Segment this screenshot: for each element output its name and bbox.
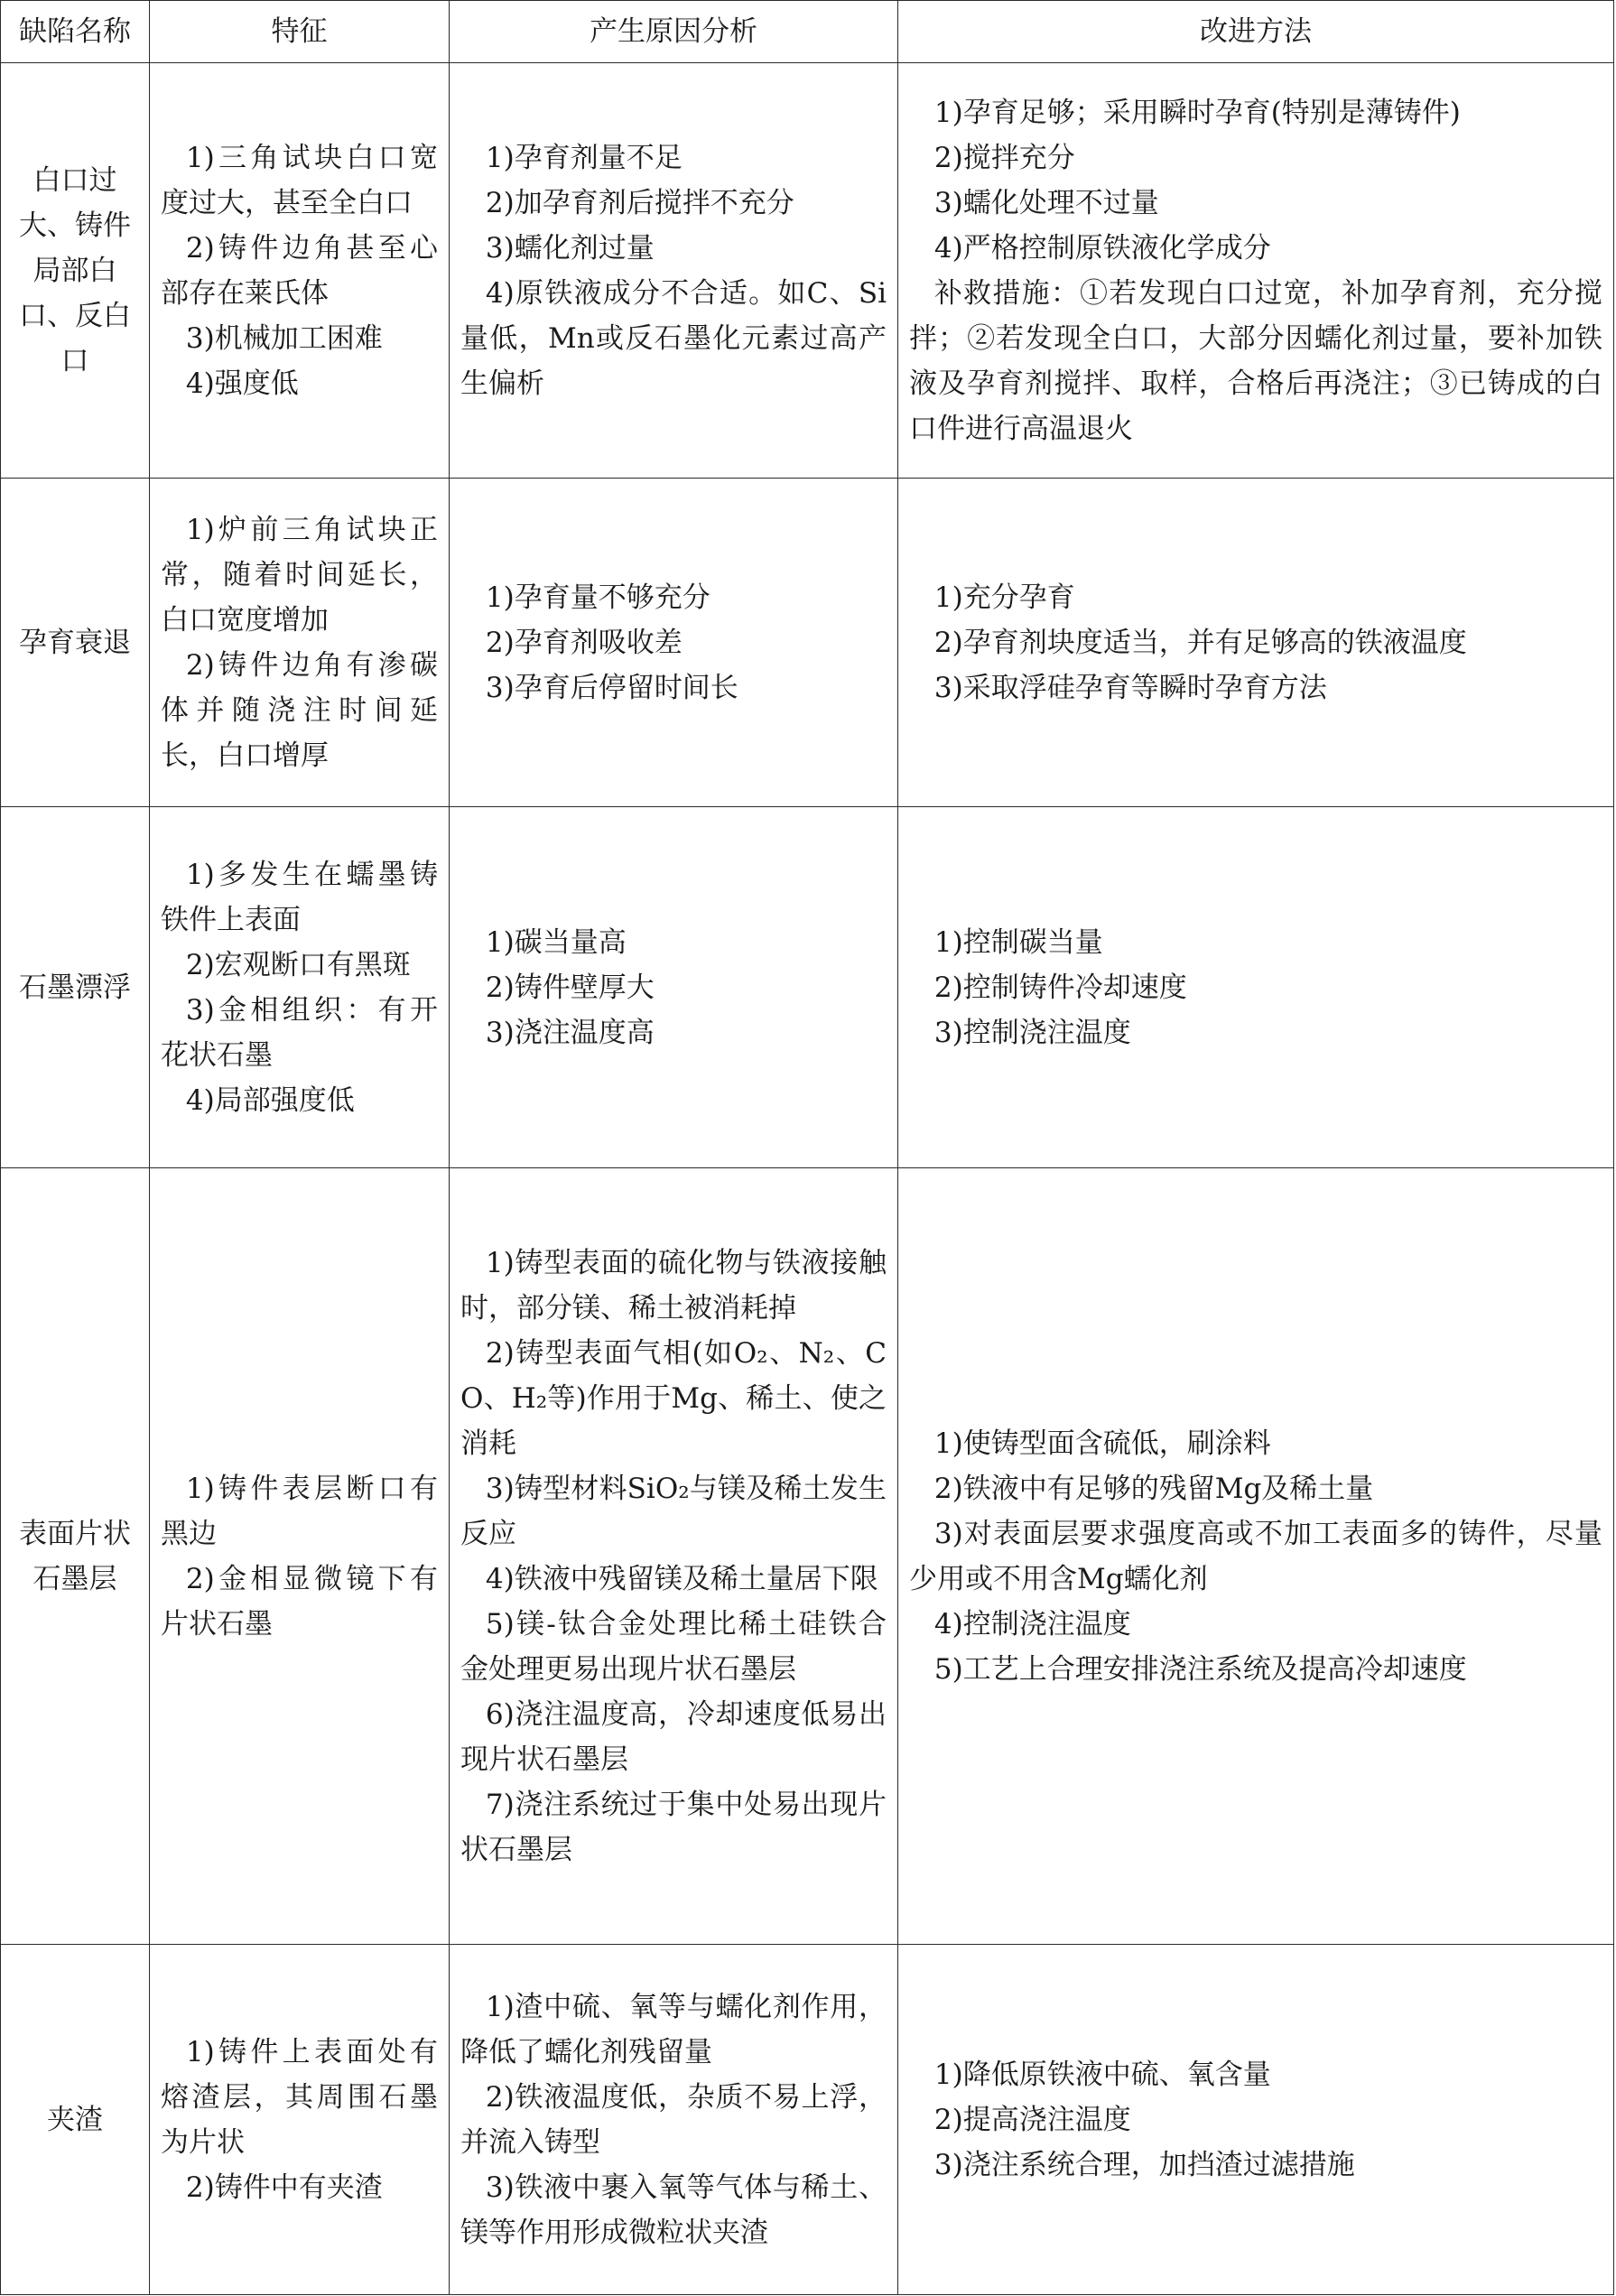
remedy-item: 补救措施：①若发现白口过宽，补加孕育剂，充分搅拌；②若发现全白口，大部分因蠕化剂过量，要补加铁液及孕育剂搅拌、取样，合格后再浇注；③已铸成的白口件进行高温退火 (909, 276, 1602, 445)
remedy-item: 3)控制浇注温度 (933, 1016, 1131, 1049)
remedies-cell (898, 63, 1614, 479)
defect-name-cell: 石墨漂浮 (1, 807, 150, 1168)
remedy-item: 2)搅拌充分 (933, 141, 1075, 174)
causes-cell (450, 807, 898, 1168)
features-cell (150, 1168, 450, 1945)
remedy-item: 5)工艺上合理安排浇注系统及提高冷却速度 (933, 1652, 1467, 1686)
feature-item: 2)宏观断口有黑斑 (185, 948, 411, 981)
remedies-cell (898, 1168, 1614, 1945)
features-cell (150, 479, 450, 807)
cause-item: 2)铁液温度低，杂质不易上浮，并流入铸型 (460, 2080, 887, 2159)
remedy-item: 1)孕育足够；采用瞬时孕育(特别是薄铸件) (933, 96, 1461, 129)
cause-item: 1)孕育剂量不足 (485, 141, 683, 174)
remedy-item: 1)降低原铁液中硫、氧含量 (933, 2058, 1271, 2091)
remedy-item: 2)铁液中有足够的残留Mg及稀土量 (933, 1472, 1374, 1505)
table-row (1, 479, 1614, 807)
remedy-item: 1)控制碳当量 (933, 925, 1103, 959)
header-remedies: 改进方法 (898, 1, 1614, 63)
cause-item: 2)铸型表面气相(如O₂、N₂、CO、H₂等)作用于Mg、稀土、使之消耗 (460, 1336, 887, 1460)
remedies-cell (898, 807, 1614, 1168)
cause-item: 2)铸件壁厚大 (485, 971, 655, 1004)
causes-cell (450, 1945, 898, 2295)
remedy-item: 3)蠕化处理不过量 (933, 186, 1159, 219)
feature-item: 4)局部强度低 (185, 1083, 355, 1117)
feature-item: 2)铸件边角有渗碳体并随浇注时间延长，白口增厚 (161, 648, 438, 772)
causes-cell (450, 1168, 898, 1945)
cause-item: 1)碳当量高 (485, 925, 627, 959)
feature-item: 2)铸件中有夹渣 (185, 2171, 383, 2204)
remedy-item: 3)浇注系统合理，加挡渣过滤措施 (933, 2148, 1355, 2181)
cause-item: 3)蠕化剂过量 (485, 231, 655, 265)
remedy-item: 4)严格控制原铁液化学成分 (933, 231, 1271, 265)
remedy-item: 1)充分孕育 (933, 581, 1075, 614)
feature-item: 2)金相显微镜下有片状石墨 (161, 1562, 438, 1641)
table-row (1, 807, 1614, 1168)
cause-item: 1)孕育量不够充分 (485, 581, 710, 614)
features-cell (150, 1945, 450, 2295)
remedies-cell (898, 1945, 1614, 2295)
remedy-item: 2)提高浇注温度 (933, 2103, 1131, 2136)
defect-name-cell: 白口过大、铸件局部白口、反白口 (1, 63, 150, 479)
remedy-item: 1)使铸型面含硫低，刷涂料 (933, 1427, 1271, 1460)
defect-name-cell: 夹渣 (1, 1945, 150, 2295)
feature-item: 1)炉前三角试块正常，随着时间延长，白口宽度增加 (161, 513, 438, 637)
features-cell (150, 63, 450, 479)
remedy-item: 3)对表面层要求强度高或不加工表面多的铸件，尽量少用或不用含Mg蠕化剂 (909, 1517, 1602, 1595)
cause-item: 3)铁液中裹入氧等气体与稀土、镁等作用形成微粒状夹渣 (460, 2171, 887, 2249)
causes-cell (450, 63, 898, 479)
cause-item: 4)原铁液成分不合适。如C、Si量低，Mn或反石墨化元素过高产生偏析 (460, 276, 887, 400)
table-row (1, 63, 1614, 479)
header-defect-name: 缺陷名称 (1, 1, 150, 63)
cause-item: 7)浇注系统过于集中处易出现片状石墨层 (460, 1788, 887, 1866)
cause-item: 3)浇注温度高 (485, 1016, 655, 1049)
cause-item: 2)加孕育剂后搅拌不充分 (485, 186, 794, 219)
cause-item: 4)铁液中残留镁及稀土量居下限 (485, 1562, 878, 1595)
feature-item: 1)多发生在蠕墨铸铁件上表面 (161, 858, 438, 936)
cause-item: 1)铸型表面的硫化物与铁液接触时，部分镁、稀土被消耗掉 (460, 1246, 887, 1325)
feature-item: 1)铸件上表面处有熔渣层，其周围石墨为片状 (161, 2035, 438, 2159)
feature-item: 1)三角试块白口宽度过大，甚至全白口 (161, 141, 438, 219)
feature-item: 4)强度低 (185, 367, 299, 400)
header-features: 特征 (150, 1, 450, 63)
features-cell (150, 807, 450, 1168)
remedy-item: 3)采取浮硅孕育等瞬时孕育方法 (933, 671, 1327, 704)
table-row (1, 1945, 1614, 2295)
remedy-item: 2)孕育剂块度适当，并有足够高的铁液温度 (933, 626, 1467, 659)
defect-name-cell: 孕育衰退 (1, 479, 150, 807)
cause-item: 6)浇注温度高，冷却速度低易出现片状石墨层 (460, 1697, 887, 1776)
causes-cell (450, 479, 898, 807)
remedy-item: 4)控制浇注温度 (933, 1607, 1131, 1641)
header-causes: 产生原因分析 (450, 1, 898, 63)
cause-item: 2)孕育剂吸收差 (485, 626, 683, 659)
defect-name-cell: 表面片状石墨层 (1, 1168, 150, 1945)
cause-item: 3)铸型材料SiO₂与镁及稀土发生反应 (460, 1472, 887, 1550)
cause-item: 3)孕育后停留时间长 (485, 671, 738, 704)
remedy-item: 2)控制铸件冷却速度 (933, 971, 1187, 1004)
remedies-cell (898, 479, 1614, 807)
feature-item: 2)铸件边角甚至心部存在莱氏体 (161, 231, 438, 310)
header-row (1, 1, 1614, 63)
table-row (1, 1168, 1614, 1945)
cause-item: 1)渣中硫、氧等与蠕化剂作用，降低了蠕化剂残留量 (460, 1990, 887, 2068)
feature-item: 1)铸件表层断口有黑边 (161, 1472, 438, 1550)
feature-item: 3)金相组织：有开花状石墨 (161, 993, 438, 1072)
feature-item: 3)机械加工困难 (185, 321, 383, 355)
cause-item: 5)镁-钛合金处理比稀土硅铁合金处理更易出现片状石墨层 (460, 1607, 887, 1686)
